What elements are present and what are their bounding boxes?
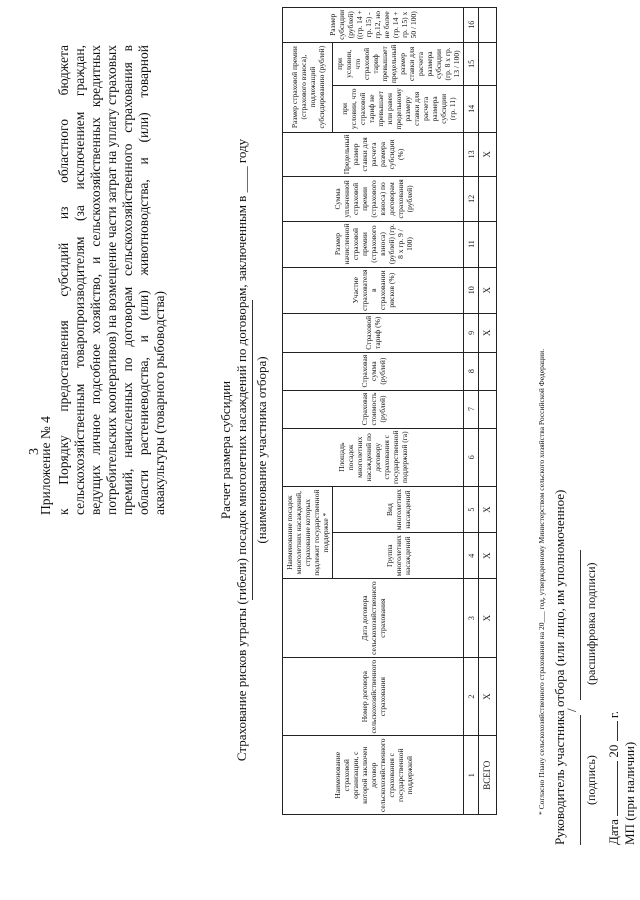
- calc-title: Расчет размера субсидии: [218, 380, 233, 520]
- table-header-row: [283, 7, 333, 814]
- signature-field[interactable]: [580, 715, 581, 845]
- table-header-cell: Сумма уплаченной страховой премии (страхового взноса) по договорам страхования (рублей): [283, 177, 464, 221]
- table-header-cell: Дата договора сельскохозяйственного страхования: [283, 579, 464, 658]
- subtitle: Страхование рисков утраты (гибели) посадок многолетних насаждений по договорам, заключенным в ____ году: [234, 138, 249, 762]
- page-number: 3: [27, 448, 42, 455]
- table-header-cell: Номер договора сельскохозяйственного страхования: [283, 657, 464, 736]
- total-cell: X: [479, 579, 497, 658]
- total-cell: X: [479, 486, 497, 532]
- date-year-prefix: 20: [606, 744, 621, 758]
- table-header-cell: Наименование страховой организации, с которой заключен договор сельскохозяйственного страхования с государственной поддержкой: [283, 736, 464, 815]
- table-header-cell: при условии, что страховой тариф превышает предельный размер ставки для расчета размера субсидии (гр. 8 х гр. 13 / 100): [333, 42, 464, 85]
- table-header-cell: Предельный размер ставки для расчета размера субсидии (%): [283, 132, 464, 177]
- total-cell: X: [479, 657, 497, 736]
- total-cell: X: [479, 313, 497, 352]
- seal-label: МП (при наличии): [622, 741, 637, 845]
- total-cell[interactable]: [479, 177, 497, 221]
- total-row: [479, 7, 497, 814]
- column-number: 15: [464, 42, 479, 85]
- column-number: 12: [464, 177, 479, 221]
- head-signature-line: Руководитель участника отбора (или лицо, им уполномоченное): [552, 489, 567, 845]
- appendix-text: к Порядку предоставления субсидий из областного бюджета сельскохозяйственным товаропроизводителям (за исключением граждан, ведущих личное подсобное хозяйство, и сельскохозяйственных кредитных потребительских кооперативов) на возмещение части затрат на уплату страховых премий, начисленных по договорам сельскохозяйственного страхования в области растениеводства, и (или) животноводства, и (или) товарной аквакультуры (товарного рыбоводства): [56, 45, 167, 515]
- total-cell[interactable]: [479, 428, 497, 486]
- column-number: 3: [464, 579, 479, 658]
- table-header-cell: Участие страхователя в страховании рисков (%): [283, 267, 464, 313]
- column-number: 5: [464, 486, 479, 532]
- total-cell[interactable]: [479, 390, 497, 428]
- column-number: 2: [464, 657, 479, 736]
- column-number: 13: [464, 132, 479, 177]
- table-header-cell: Страховая стоимость (рублей): [283, 390, 464, 428]
- total-cell: X: [479, 267, 497, 313]
- appendix-title: Приложение № 4: [38, 416, 53, 515]
- total-cell[interactable]: [479, 7, 497, 42]
- column-number: 4: [464, 533, 479, 579]
- total-cell[interactable]: [479, 352, 497, 390]
- column-number: 16: [464, 7, 479, 42]
- total-cell[interactable]: [479, 42, 497, 85]
- column-number-row: [464, 7, 479, 814]
- date-line: [606, 711, 622, 845]
- footnote: * Согласно Плану сельскохозяйственного страхования на 20___ год, утвержденному Министерством сельского хозяйства Российской Федерации.: [537, 348, 546, 815]
- signature-separator: /: [564, 708, 579, 712]
- column-number: 10: [464, 267, 479, 313]
- total-cell[interactable]: [479, 86, 497, 132]
- table-header-cell: Размер субсидии (рублей) ((гр. 14 + гр. 15) - гр.12, но не более (гр. 14 + гр. 15) х 50 / 100): [283, 7, 464, 42]
- table-header-cell: Вид многолетних насаждений: [333, 486, 464, 532]
- date-year-suffix: г.: [606, 710, 621, 719]
- total-cell: X: [479, 132, 497, 177]
- appendix-block: [38, 45, 168, 515]
- subsidy-table: [282, 7, 497, 815]
- signature-caption: (подпись): [584, 755, 598, 805]
- column-number: 9: [464, 313, 479, 352]
- date-label: Дата: [606, 819, 621, 845]
- table-header-cell: Размер страховой премии (страхового взноса), подлежащий субсидированию (рублей): [283, 42, 333, 132]
- total-cell: ВСЕГО: [479, 736, 497, 815]
- date-year-field[interactable]: [617, 721, 618, 741]
- table-header-cell: Страховая сумма (рублей): [283, 352, 464, 390]
- table-header-cell: Наименование посадок многолетних насаждений, страхование которых подлежит государственной поддержке *: [283, 486, 333, 578]
- participant-caption: (наименование участника отбора): [254, 356, 269, 544]
- date-day-field[interactable]: [617, 761, 618, 816]
- table-header-cell: Страховой тариф (%): [283, 313, 464, 352]
- table-header-cell: Площадь посадок многолетних насаждений по договору страхования с государственной поддержкой (га): [283, 428, 464, 486]
- column-number: 8: [464, 352, 479, 390]
- column-number: 1: [464, 736, 479, 815]
- participant-name-line: [252, 300, 253, 600]
- table-header-cell: при условии, что страховой тариф не превышает или равен предельному размеру ставки для расчета размера субсидии (гр. 11): [333, 86, 464, 132]
- total-cell: X: [479, 533, 497, 579]
- decipher-field[interactable]: [580, 550, 581, 700]
- table-header-cell: Размер начисленной страховой премии (страхового взноса) (рублей) (гр. 8 х гр. 9 / 100): [283, 221, 464, 267]
- decipher-caption: (расшифровка подписи): [584, 562, 598, 685]
- column-number: 7: [464, 390, 479, 428]
- table-header-cell: Группа многолетних насаждений: [333, 533, 464, 579]
- column-number: 14: [464, 86, 479, 132]
- column-number: 11: [464, 221, 479, 267]
- column-number: 6: [464, 428, 479, 486]
- total-cell[interactable]: [479, 221, 497, 267]
